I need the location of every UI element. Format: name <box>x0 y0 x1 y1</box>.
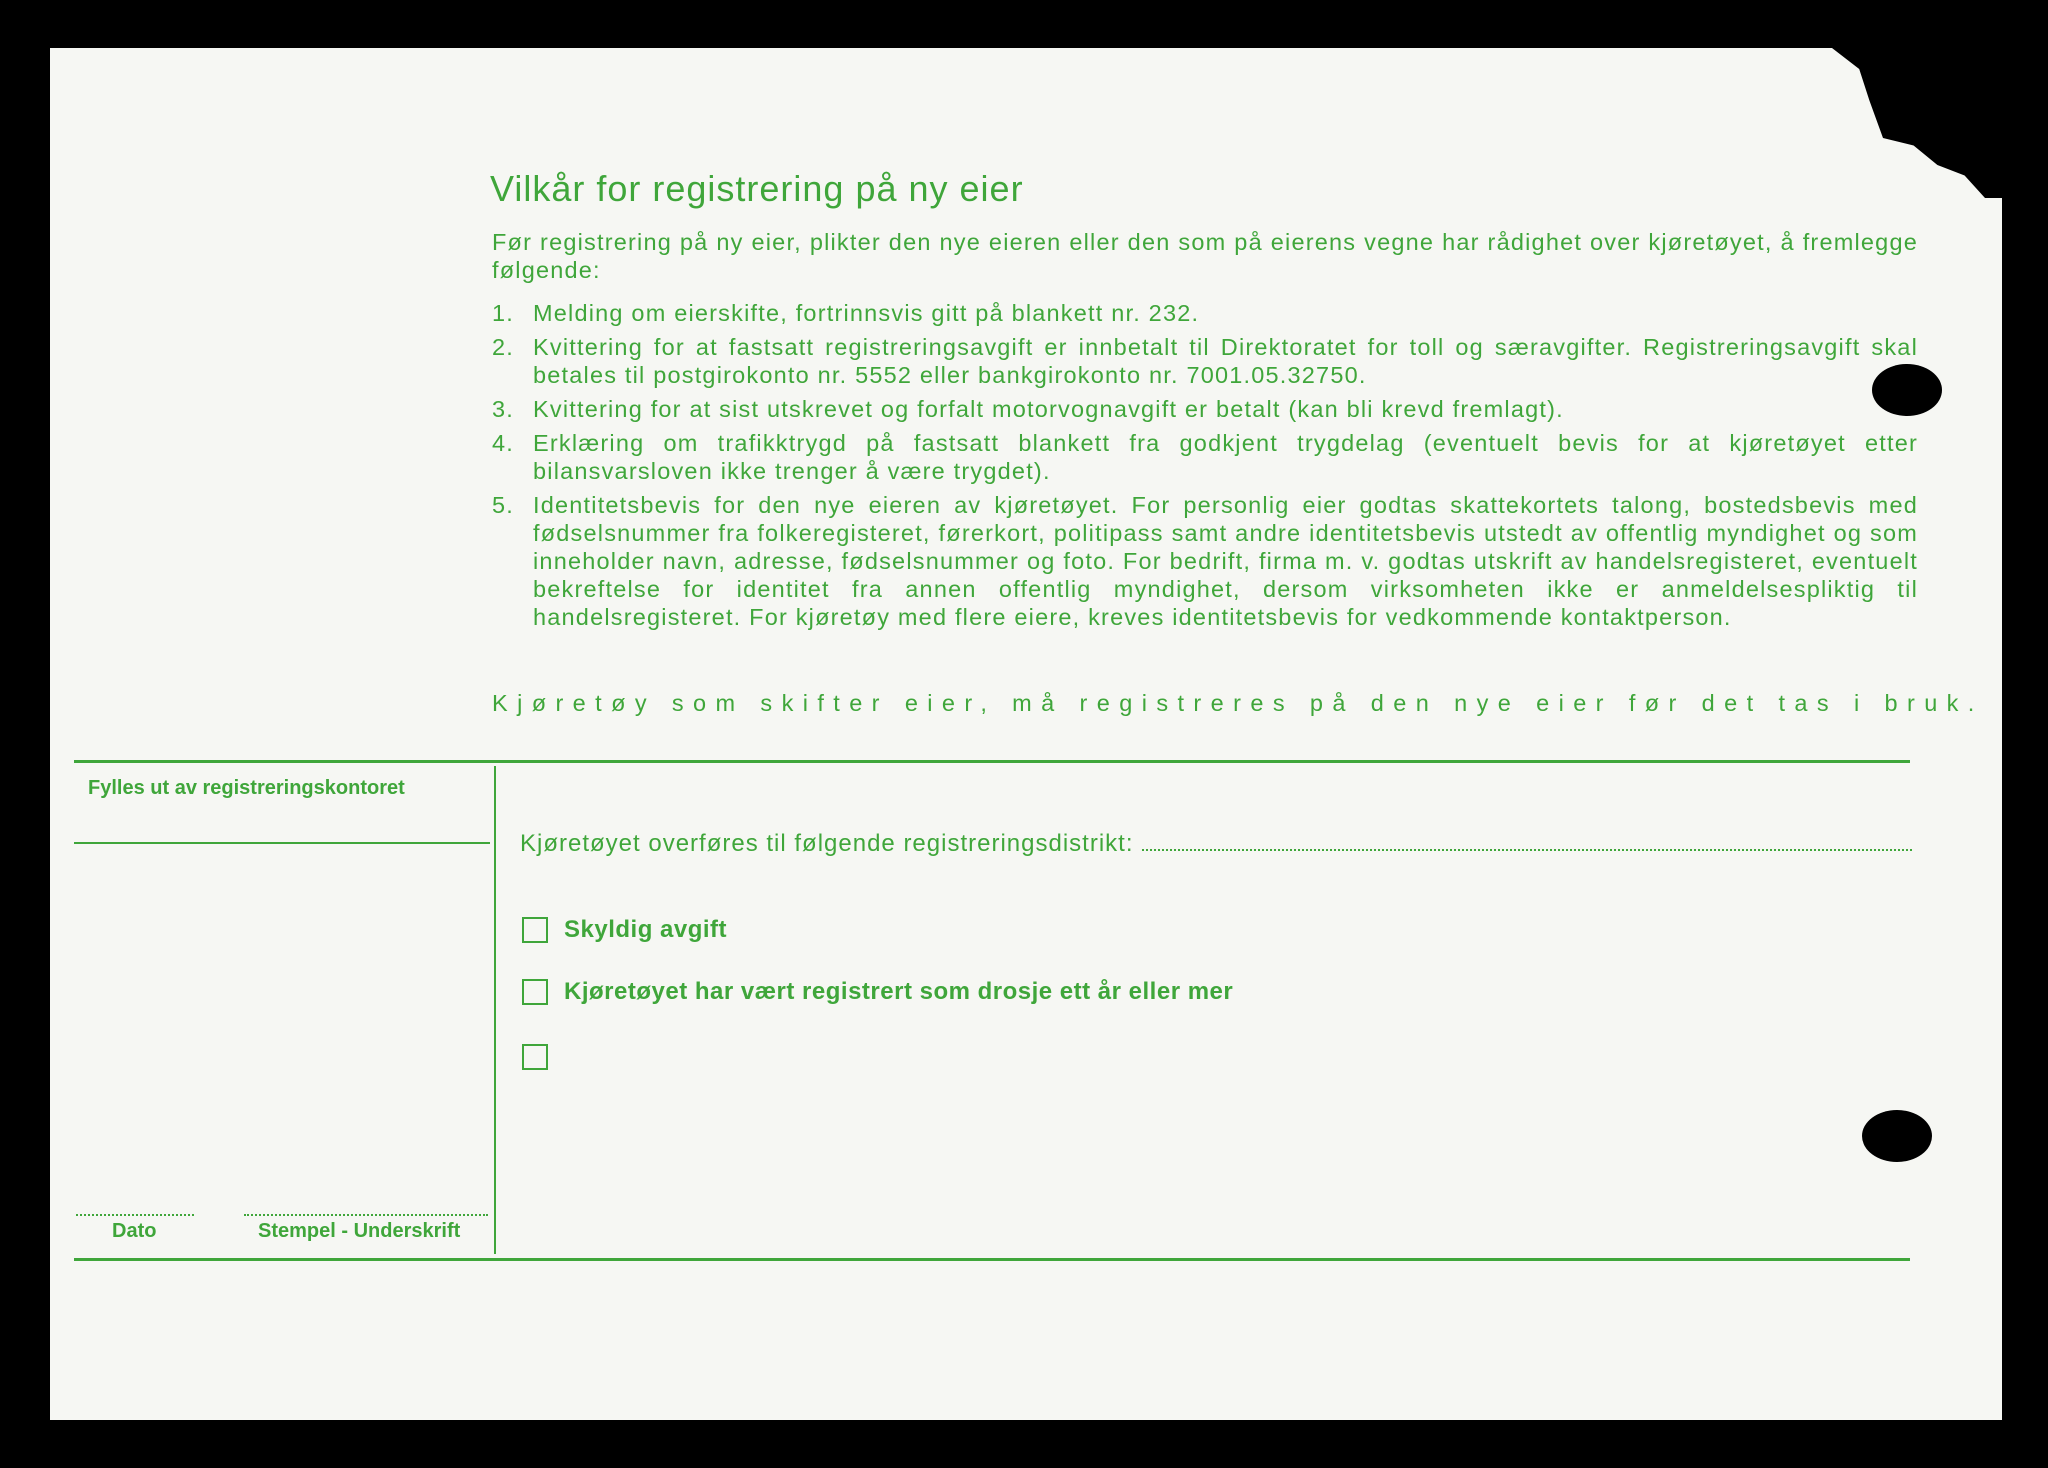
punch-hole <box>1862 1110 1932 1162</box>
district-row <box>520 830 1912 858</box>
date-label: Dato <box>112 1220 157 1242</box>
checkbox-row-blank <box>522 1044 564 1070</box>
conditions-list <box>492 299 1918 637</box>
condition-item <box>492 395 1918 423</box>
condition-item <box>492 333 1918 389</box>
checkbox-skyldig-avgift[interactable] <box>522 917 548 943</box>
condition-item <box>492 299 1918 327</box>
office-section-label: Fylles ut av registreringskontoret <box>88 777 405 799</box>
form-sheet <box>50 48 2002 1420</box>
form-top-rule <box>74 760 1910 763</box>
condition-text: Kvittering for at fastsatt registreringsavgift er innbetalt til Direktoratet for toll og særavgifter. Registreringsavgift skal betales til postgirokonto nr. 5552 eller bankgirokonto nr. 7001.05.32750. <box>533 334 1918 388</box>
checkbox-row-skyldig-avgift <box>522 916 727 944</box>
document-title: Vilkår for registrering på ny eier <box>490 168 1024 209</box>
checkbox-drosje[interactable] <box>522 979 548 1005</box>
checkbox-blank[interactable] <box>522 1044 548 1070</box>
stamp-signature-label: Stempel - Underskrift <box>258 1220 461 1242</box>
stamp-signature-field[interactable] <box>244 1214 488 1216</box>
district-field[interactable] <box>1142 831 1913 851</box>
condition-text: Melding om eierskifte, fortrinnsvis gitt på blankett nr. 232. <box>533 300 1200 326</box>
condition-number: 5. <box>492 492 514 518</box>
condition-item <box>492 491 1918 631</box>
section-divider <box>494 766 496 1254</box>
torn-corner <box>1832 48 2002 198</box>
condition-text: Identitetsbevis for den nye eieren av kjøretøyet. For personlig eier godtas skattekortets talong, bostedsbevis med fødselsnummer fra folkeregisteret, førerkort, politipass samt andre identitetsbevis utstedt av offentlig myndighet og som inneholder navn, adresse, fødselsnummer og foto. For bedrift, firma m. v. godtas utskrift av handelsregisteret, eventuelt bekreftelse for identitet fra annen offentlig myndighet, dersom virksomheten ikke er anmeldelsespliktig til handelsregisteret. For kjøretøy med flere eiere, kreves identitetsbevis for vedkommende kontaktperson. <box>533 492 1918 630</box>
condition-number: 3. <box>492 396 514 422</box>
date-field[interactable] <box>76 1214 194 1216</box>
checkbox-label: Kjøretøyet har vært registrert som drosje ett år eller mer <box>564 978 1234 1005</box>
form-bottom-rule <box>74 1258 1910 1261</box>
condition-number: 2. <box>492 334 514 360</box>
district-label: Kjøretøyet overføres til følgende registreringsdistrikt: <box>520 830 1134 857</box>
condition-number: 4. <box>492 430 514 456</box>
checkbox-label: Skyldig avgift <box>564 916 728 943</box>
checkbox-row-drosje <box>522 978 1233 1006</box>
condition-number: 1. <box>492 300 514 326</box>
intro-text: Før registrering på ny eier, plikter den nye eieren eller den som på eierens vegne har rådighet over kjøretøyet, å fremlegge følgende: <box>492 229 1918 283</box>
condition-text: Kvittering for at sist utskrevet og forfalt motorvognavgift er betalt (kan bli krevd fremlagt). <box>533 396 1564 422</box>
condition-item <box>492 429 1918 485</box>
condition-text: Erklæring om trafikktrygd på fastsatt blankett fra godkjent trygdelag (eventuelt bevis for at kjøretøyet etter bilansvarsloven ikke trenger å være trygdet). <box>533 430 1918 484</box>
footer-note: Kjøretøy som skifter eier, må registreres på den nye eier før det tas i bruk. <box>492 690 1984 716</box>
office-section-rule <box>74 842 490 844</box>
